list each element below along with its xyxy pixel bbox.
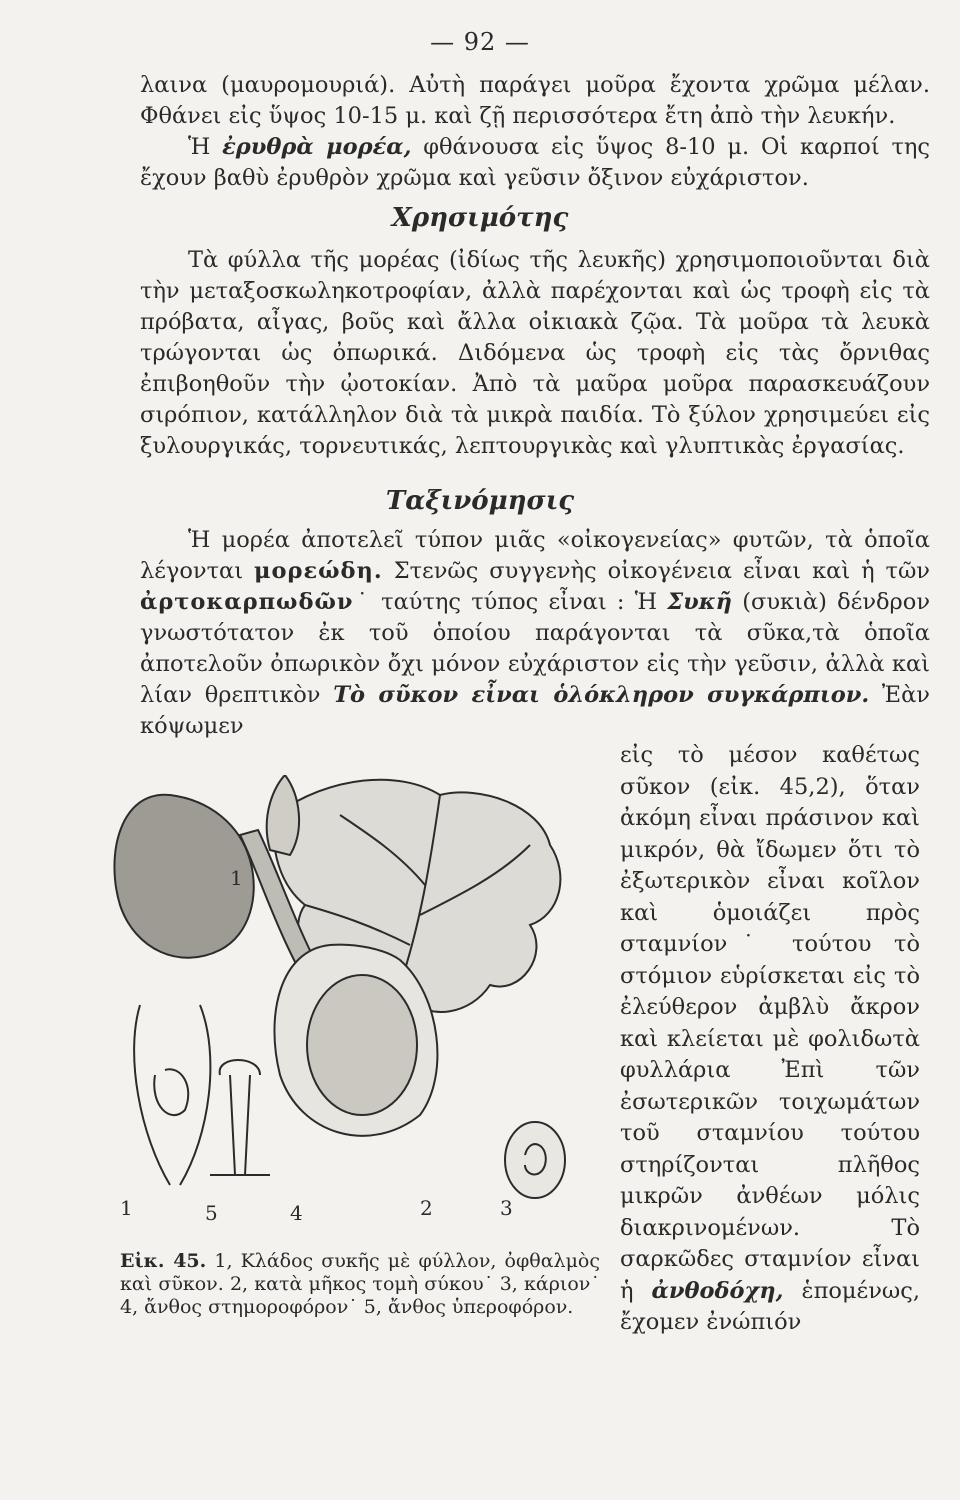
page-number: — 92 — [430,28,530,56]
classification-text [140,525,930,742]
term-artocarpaceae: ἀρτοκαρπωδῶν [140,589,354,615]
fig-bud [267,775,299,855]
term-syncarp: Τὸ σῦκον εἶναι ὁλόκληρον συγκάρπιον. [333,682,870,708]
term-moraceae: μορεώδη. [254,558,383,584]
figure-label-2: 2 [420,1196,433,1220]
section-heading-classification: Ταξινόμησις [385,486,575,516]
paragraph-black-mulberry: λαινα (μαυρομουριά). Αὐτὴ παράγει μοῦρα ἔχοντα χρῶμα μέλαν. Φθάνει εἰς ὕψος 10-15 μ. καὶ ζῇ περισσότερα ἔτη ἀπὸ τὴν λευκήν. [140,72,930,129]
term-receptacle: ἀνθοδόχη, [651,1277,784,1304]
figure-label-1a: 1 [230,866,243,890]
figure-caption: Εἰκ. 45. 1, Κλάδος συκῆς μὲ φύλλον, ὀφθαλμὸς καὶ σῦκον. 2, κατὰ μῆκος τομὴ σύκου˙ 3, κάριον˙ 4, ἄνθος στημοροφόρον˙ 5, ἄνθος ὑπεροφόρον. [120,1250,600,1318]
paragraph-classification: Ἡ μορέα ἀποτελεῖ τύπον μιᾶς «οἰκογενείας» φυτῶν, τὰ ὁποῖα λέγονται μορεώδη. Στενῶς συγγενὴς οἰκογένεια εἶναι καὶ ἡ τῶν ἀρτοκαρπωδῶν˙ ταύτης τύπος εἶναι : Ἡ Συκῆ (συκιὰ) δένδρον γνωστότατον ἐκ τοῦ ὁποίου παράγονται τὰ σῦκα,τὰ ὁποῖα ἀποτελοῦν ὀπωρικὸν ὄχι μόνον εὐχάριστον εἰς τὴν γεῦσιν, ἀλλὰ καὶ λίαν θρεπτικὸν Τὸ σῦκον εἶναι ὁλόκληρον συγκάρπιον. Ἐὰν κόψωμεν [140,527,930,739]
figure-label-3: 3 [500,1196,513,1220]
seed [505,1122,565,1198]
caption-label: Εἰκ. 45. [120,1250,207,1272]
right-column-text: εἰς τὸ μέσον καθέτως σῦκον (εἰκ. 45,2), ὅταν ἀκόμη εἶναι πράσινον καὶ μικρόν, θὰ ἴδωμεν ὅτι τὸ ἐξωτερικὸν εἶναι κοῖλον καὶ ὁμοιάζει πρὸς σταμνίον˙ τούτου τὸ στόμιον εὑρίσκεται εἰς τὸ ἐλεύθερον ἀμβλὺ ἄκρον καὶ κλείεται μὲ φολιδωτὰ φυλλάρια Ἐπὶ τῶν ἐσωτερικῶν τοιχωμάτων τοῦ σταμνίου τούτου στηρίζονται πλῆθος μικρῶν ἀνθέων μόλις διακρινομένων. Τὸ σαρκῶδες σταμνίον εἶναι ἡ ἀνθοδόχη, ἑπομένως, ἔχομεν ἐνώπιόν [620,742,920,1335]
usefulness-text [140,245,930,462]
fig-tree-illustration [100,775,620,1245]
pistillate-flower [134,1005,210,1185]
intro-text [140,70,930,194]
figure-label-1b: 1 [120,1196,133,1220]
staminate-flower [210,1060,270,1175]
paragraph-usefulness: Τὰ φύλλα τῆς μορέας (ἰδίως τῆς λευκῆς) χρησιμοποιοῦνται διὰ τὴν μεταξοσκωληκοτροφίαν, ἀλλὰ παρέχονται καὶ ὡς τροφὴ εἰς τὰ πρόβατα, αἶγας, βοῦς καὶ ἄλλα οἰκιακὰ ζῷα. Τὰ μοῦρα τὰ λευκὰ τρώγονται ὡς ὀπωρικά. Διδόμενα ὡς τροφὴ εἰς τὰς ὄρνιθας ἐπιβοηθοῦν τὴν ᾠοτοκίαν. Ἀπὸ τὰ μαῦρα μοῦρα παρασκευάζουν σιρόπιον, κατάλληλον διὰ τὰ μικρὰ παιδία. Τὸ ξύλον χρησιμεύει εἰς ξυλουργικάς, τορνευτικάς, λεπτουργικὰς καὶ γλυπτικὰς ἐργασίας. [140,247,930,459]
term-red-mulberry: ἐρυθρὰ μορέα, [222,134,412,160]
section-heading-usefulness: Χρησιμότης [391,203,569,233]
figure-label-4: 4 [290,1201,303,1225]
paragraph-red-mulberry: Ἡ ἐρυθρὰ μορέα, φθάνουσα εἰς ὕψος 8-10 μ. Οἱ καρποί της ἔχουν βαθὺ ἐρυθρὸν χρῶμα καὶ γεῦσιν ὄξινον εὐχάριστον. [140,134,930,191]
figure-label-5: 5 [205,1201,218,1225]
term-fig-tree: Συκῆ [667,589,732,615]
